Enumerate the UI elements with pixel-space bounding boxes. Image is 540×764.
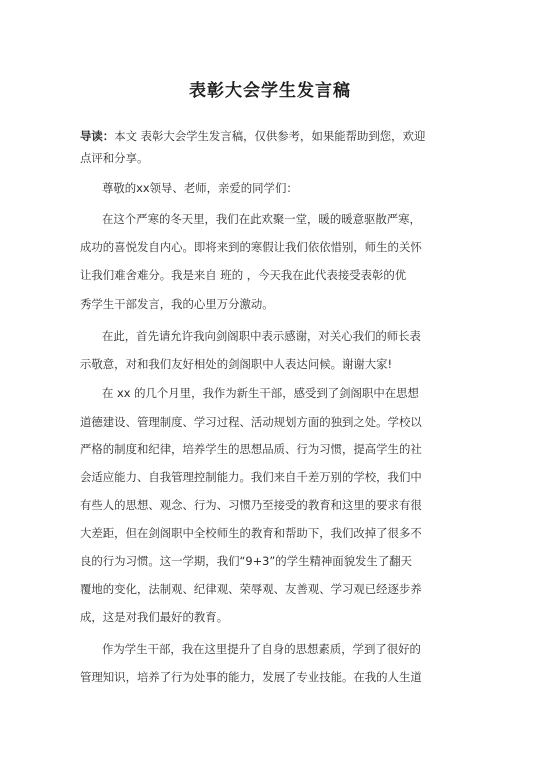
paragraph-line: 让我们难舍难分。我是来自 班的 ，今天我在此代表接受表彰的优 bbox=[80, 268, 407, 282]
paragraph-line: 大差距，但在剑阁职中全校师生的教育和帮助下，我们改掉了很多不 bbox=[80, 526, 422, 540]
paragraph-line: 道德建设、管理制度、学习过程、活动规划方面的独到之处。学校以 bbox=[80, 415, 422, 429]
intro-text: 本文 表彰大会学生发言稿，仅供参考，如果能帮助到您，欢迎 bbox=[114, 129, 426, 143]
paragraph-line: 覆地的变化，法制观、纪律观、荣辱观、友善观、学习观已经逐步养 bbox=[80, 582, 422, 596]
paragraph-line: 良的行为习惯。这一学期，我们“9+3”的学生精神面貌发生了翻天 bbox=[80, 554, 412, 568]
intro-label: 导读： bbox=[80, 129, 115, 143]
salutation-line: 尊敬的xx领导、老师，亲爱的同学们： bbox=[102, 181, 298, 195]
paragraph-line: 管理知识，培养了行为处事的能力，发展了专业技能。在我的人生道 bbox=[80, 670, 422, 684]
paragraph-line: 秀学生干部发言，我的心里万分激动。 bbox=[80, 297, 274, 311]
paragraph-line: 成功的喜悦发自内心。即将来到的寒假让我们依依惜别，师生的关怀 bbox=[80, 240, 422, 254]
paragraph-line: 严格的制度和纪律，培养学生的思想品质、行为习惯，提高学生的社 bbox=[80, 442, 422, 456]
paragraph-line: 成，这是对我们最好的教育。 bbox=[80, 610, 229, 624]
document-title: 表彰大会学生发言稿 bbox=[189, 81, 351, 101]
paragraph-line: 有些人的思想、观念、行为、习惯乃至接受的教育和这里的要求有很 bbox=[80, 498, 422, 512]
paragraph-line: 在 xx 的几个月里，我作为新生干部，感受到了剑阁职中在思想 bbox=[102, 386, 419, 400]
paragraph-line: 作为学生干部，我在这里提升了自身的思想素质，学到了很好的 bbox=[102, 642, 421, 656]
intro-line-1 bbox=[80, 128, 475, 144]
paragraph-line: 会适应能力、自我管理控制能力。我们来自千差万别的学校，我们中 bbox=[80, 470, 422, 484]
intro-line-2: 点评和分享。 bbox=[80, 151, 149, 165]
paragraph-line: 示敬意，对和我们友好相处的剑阁职中人表达问候。谢谢大家! bbox=[80, 357, 393, 371]
paragraph-line: 在此，首先请允许我向剑阁职中表示感谢，对关心我们的师长表 bbox=[102, 329, 421, 343]
paragraph-line: 在这个严寒的冬天里，我们在此欢聚一堂，暖的暖意驱散严寒， bbox=[102, 212, 421, 226]
